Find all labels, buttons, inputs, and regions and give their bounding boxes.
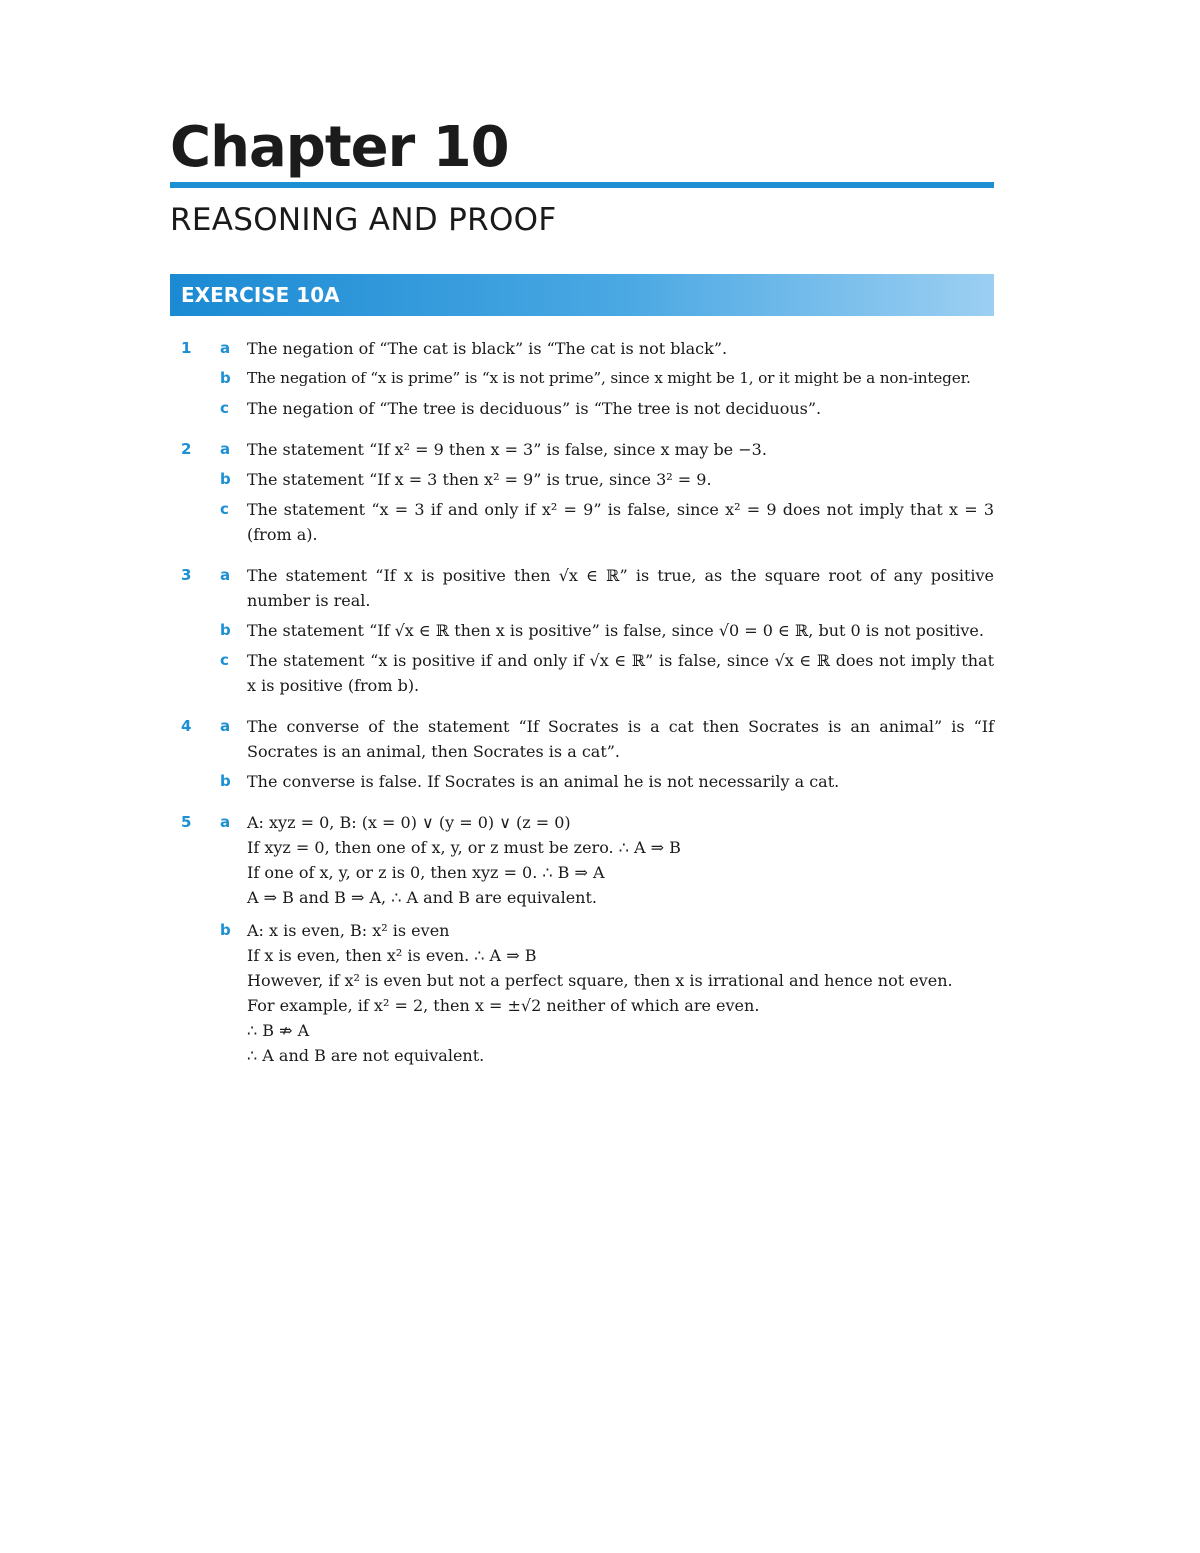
question xyxy=(170,810,994,1068)
part-label: a xyxy=(220,813,231,831)
answer-line: The statement “If x² = 9 then x = 3” is false, since x may be −3. xyxy=(247,440,767,459)
chapter-divider xyxy=(170,182,994,188)
part-label: a xyxy=(220,339,231,357)
question-part xyxy=(170,366,994,391)
answer-line: A ⇒ B and B ⇒ A, ∴ A and B are equivalent. xyxy=(247,888,597,907)
question-part xyxy=(170,648,994,698)
question-part xyxy=(170,396,994,421)
answer-line: The statement “If x = 3 then x² = 9” is true, since 3² = 9. xyxy=(247,470,712,489)
question-part xyxy=(170,437,994,462)
answer-line: A: xyz = 0, B: (x = 0) ∨ (y = 0) ∨ (z = 0) xyxy=(247,813,571,832)
question-part xyxy=(170,714,994,764)
chapter-title: Chapter 10 xyxy=(170,115,509,180)
question-part xyxy=(170,497,994,547)
question xyxy=(170,714,994,794)
part-label: c xyxy=(220,500,229,518)
question-part xyxy=(170,769,994,794)
part-label: a xyxy=(220,440,231,458)
answer-line: The statement “If x is positive then √x ∈ ℝ” is true, as the square root of any positive number is real. xyxy=(247,566,994,610)
question xyxy=(170,563,994,698)
part-label: a xyxy=(220,566,231,584)
answer-line: For example, if x² = 2, then x = ±√2 neither of which are even. xyxy=(247,996,760,1015)
answer-line: The negation of “x is prime” is “x is not prime”, since x might be 1, or it might be a non-integer. xyxy=(247,369,971,387)
question-number: 2 xyxy=(181,440,192,458)
question-part xyxy=(170,918,994,1068)
part-label: c xyxy=(220,651,229,669)
answer-line: The statement “x is positive if and only if √x ∈ ℝ” is false, since √x ∈ ℝ does not imply that x is positive (from b). xyxy=(247,651,994,695)
question-part xyxy=(170,618,994,643)
question-part xyxy=(170,810,994,910)
answer-line: The converse of the statement “If Socrates is a cat then Socrates is an animal” is “If Socrates is an animal, then Socrates is a cat”. xyxy=(247,717,994,761)
question-part xyxy=(170,336,994,361)
question-part xyxy=(170,467,994,492)
answer-line: If x is even, then x² is even. ∴ A ⇒ B xyxy=(247,946,537,965)
part-label: b xyxy=(220,772,231,790)
chapter-subtitle: REASONING AND PROOF xyxy=(170,202,557,238)
part-label: a xyxy=(220,717,231,735)
part-label: b xyxy=(220,921,231,939)
answer-line: A: x is even, B: x² is even xyxy=(247,921,450,940)
answer-line: However, if x² is even but not a perfect square, then x is irrational and hence not even. xyxy=(247,971,953,990)
question xyxy=(170,437,994,547)
part-label: b xyxy=(220,621,231,639)
answer-line: If one of x, y, or z is 0, then xyz = 0. ∴ B ⇒ A xyxy=(247,863,605,882)
question-number: 4 xyxy=(181,717,192,735)
question-number: 1 xyxy=(181,339,192,357)
answer-line: The converse is false. If Socrates is an animal he is not necessarily a cat. xyxy=(247,772,840,791)
part-label: b xyxy=(220,369,231,387)
answer-line: The statement “If √x ∈ ℝ then x is positive” is false, since √0 = 0 ∈ ℝ, but 0 is not positive. xyxy=(247,621,984,640)
question-part xyxy=(170,563,994,613)
answer-line: ∴ A and B are not equivalent. xyxy=(247,1046,485,1065)
part-label: c xyxy=(220,399,229,417)
answer-line: If xyz = 0, then one of x, y, or z must be zero. ∴ A ⇒ B xyxy=(247,838,681,857)
exercise-heading: EXERCISE 10A xyxy=(170,274,994,316)
question-list xyxy=(170,336,994,1068)
answer-line: The negation of “The cat is black” is “The cat is not black”. xyxy=(247,339,728,358)
question-number: 5 xyxy=(181,813,192,831)
answer-line: The statement “x = 3 if and only if x² = 9” is false, since x² = 9 does not imply that x = 3 (from a). xyxy=(247,500,994,544)
question xyxy=(170,336,994,421)
question-number: 3 xyxy=(181,566,192,584)
part-label: b xyxy=(220,470,231,488)
page xyxy=(170,115,994,1084)
answer-line: ∴ B ⇏ A xyxy=(247,1021,310,1040)
answer-line: The negation of “The tree is deciduous” is “The tree is not deciduous”. xyxy=(247,399,822,418)
